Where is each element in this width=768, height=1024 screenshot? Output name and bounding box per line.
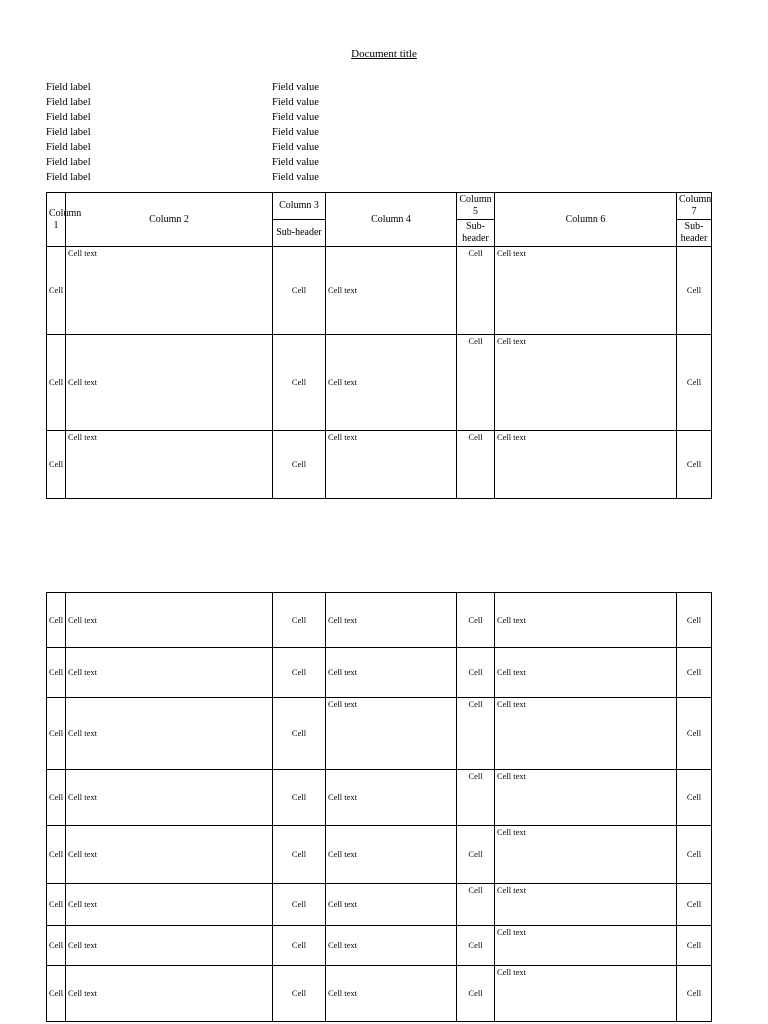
info-row (46, 155, 446, 170)
cell-c7: Cell (677, 966, 712, 1022)
cell-c6: Cell text (495, 648, 677, 698)
cell-c3: Cell (273, 593, 326, 648)
cell-c1: Cell (47, 926, 66, 966)
cell-c6: Cell text (495, 335, 677, 431)
info-row (46, 125, 446, 140)
cell-c3: Cell (273, 247, 326, 335)
cell-c2: Cell text (66, 247, 273, 335)
cell-c1: Cell (47, 884, 66, 926)
cell-c7: Cell (677, 926, 712, 966)
cell-c4: Cell text (326, 884, 457, 926)
cell-c4: Cell text (326, 247, 457, 335)
header-col7b: Sub-header (677, 220, 712, 247)
cell-c2: Cell text (66, 335, 273, 431)
table-row (47, 826, 712, 884)
cell-c7: Cell (677, 698, 712, 770)
info-value: Field value (272, 157, 319, 168)
cell-c7: Cell (677, 335, 712, 431)
table-row (47, 966, 712, 1022)
cell-c2: Cell text (66, 431, 273, 499)
cell-c4: Cell text (326, 926, 457, 966)
cell-c1: Cell (47, 648, 66, 698)
header-col5b: Sub-header (457, 220, 495, 247)
table-row (47, 770, 712, 826)
table-row (47, 926, 712, 966)
info-label: Field label (46, 112, 91, 123)
info-row (46, 95, 446, 110)
cell-c2: Cell text (66, 884, 273, 926)
cell-c2: Cell text (66, 770, 273, 826)
cell-c4: Cell text (326, 698, 457, 770)
header-col3a: Column 3 (273, 193, 326, 220)
info-value: Field value (272, 97, 319, 108)
table-page-2 (46, 592, 712, 1022)
cell-c1: Cell (47, 826, 66, 884)
cell-c1: Cell (47, 431, 66, 499)
cell-c3: Cell (273, 926, 326, 966)
cell-c7: Cell (677, 431, 712, 499)
cell-c7: Cell (677, 648, 712, 698)
table-row (47, 247, 712, 335)
table-row (47, 593, 712, 648)
cell-c3: Cell (273, 698, 326, 770)
info-label: Field label (46, 97, 91, 108)
cell-c3: Cell (273, 431, 326, 499)
cell-c6: Cell text (495, 884, 677, 926)
info-label: Field label (46, 82, 91, 93)
cell-c5: Cell (457, 593, 495, 648)
cell-c2: Cell text (66, 648, 273, 698)
cell-c1: Cell (47, 593, 66, 648)
cell-c5: Cell (457, 926, 495, 966)
cell-c6: Cell text (495, 966, 677, 1022)
cell-c5: Cell (457, 431, 495, 499)
info-label: Field label (46, 172, 91, 183)
cell-c7: Cell (677, 593, 712, 648)
info-value: Field value (272, 127, 319, 138)
cell-c7: Cell (677, 826, 712, 884)
cell-c7: Cell (677, 884, 712, 926)
cell-c1: Cell (47, 247, 66, 335)
cell-c5: Cell (457, 648, 495, 698)
cell-c4: Cell text (326, 966, 457, 1022)
cell-c6: Cell text (495, 926, 677, 966)
cell-c4: Cell text (326, 826, 457, 884)
cell-c6: Cell text (495, 593, 677, 648)
info-label: Field label (46, 127, 91, 138)
cell-c1: Cell (47, 770, 66, 826)
table-row (47, 698, 712, 770)
cell-c6: Cell text (495, 431, 677, 499)
info-label: Field label (46, 142, 91, 153)
cell-c3: Cell (273, 826, 326, 884)
cell-c1: Cell (47, 698, 66, 770)
info-row (46, 80, 446, 95)
cell-c2: Cell text (66, 966, 273, 1022)
cell-c3: Cell (273, 335, 326, 431)
info-block (46, 80, 446, 185)
cell-c1: Cell (47, 335, 66, 431)
info-label: Field label (46, 157, 91, 168)
cell-c5: Cell (457, 966, 495, 1022)
info-row (46, 140, 446, 155)
cell-c4: Cell text (326, 431, 457, 499)
cell-c5: Cell (457, 884, 495, 926)
document-title: Document title (351, 48, 417, 60)
header-col1: Column 1 (47, 193, 66, 247)
header-col4: Column 4 (326, 193, 457, 247)
cell-c5: Cell (457, 335, 495, 431)
cell-c1: Cell (47, 966, 66, 1022)
table-page-1 (46, 192, 712, 499)
table-row (47, 335, 712, 431)
info-value: Field value (272, 82, 319, 93)
cell-c4: Cell text (326, 648, 457, 698)
cell-c6: Cell text (495, 770, 677, 826)
info-value: Field value (272, 142, 319, 153)
header-col2: Column 2 (66, 193, 273, 247)
header-col6: Column 6 (495, 193, 677, 247)
table-row (47, 648, 712, 698)
header-col3b: Sub-header (273, 220, 326, 247)
cell-c5: Cell (457, 826, 495, 884)
cell-c7: Cell (677, 770, 712, 826)
info-value: Field value (272, 112, 319, 123)
cell-c6: Cell text (495, 698, 677, 770)
cell-c3: Cell (273, 770, 326, 826)
cell-c3: Cell (273, 884, 326, 926)
cell-c4: Cell text (326, 770, 457, 826)
cell-c5: Cell (457, 770, 495, 826)
cell-c2: Cell text (66, 593, 273, 648)
table-row (47, 431, 712, 499)
cell-c5: Cell (457, 247, 495, 335)
cell-c7: Cell (677, 247, 712, 335)
info-row (46, 110, 446, 125)
header-col7a: Column 7 (677, 193, 712, 220)
table-row (47, 884, 712, 926)
cell-c2: Cell text (66, 698, 273, 770)
cell-c4: Cell text (326, 593, 457, 648)
cell-c5: Cell (457, 698, 495, 770)
cell-c6: Cell text (495, 826, 677, 884)
info-row (46, 170, 446, 185)
cell-c3: Cell (273, 648, 326, 698)
cell-c2: Cell text (66, 926, 273, 966)
cell-c3: Cell (273, 966, 326, 1022)
cell-c4: Cell text (326, 335, 457, 431)
cell-c2: Cell text (66, 826, 273, 884)
cell-c6: Cell text (495, 247, 677, 335)
header-col5a: Column 5 (457, 193, 495, 220)
info-value: Field value (272, 172, 319, 183)
